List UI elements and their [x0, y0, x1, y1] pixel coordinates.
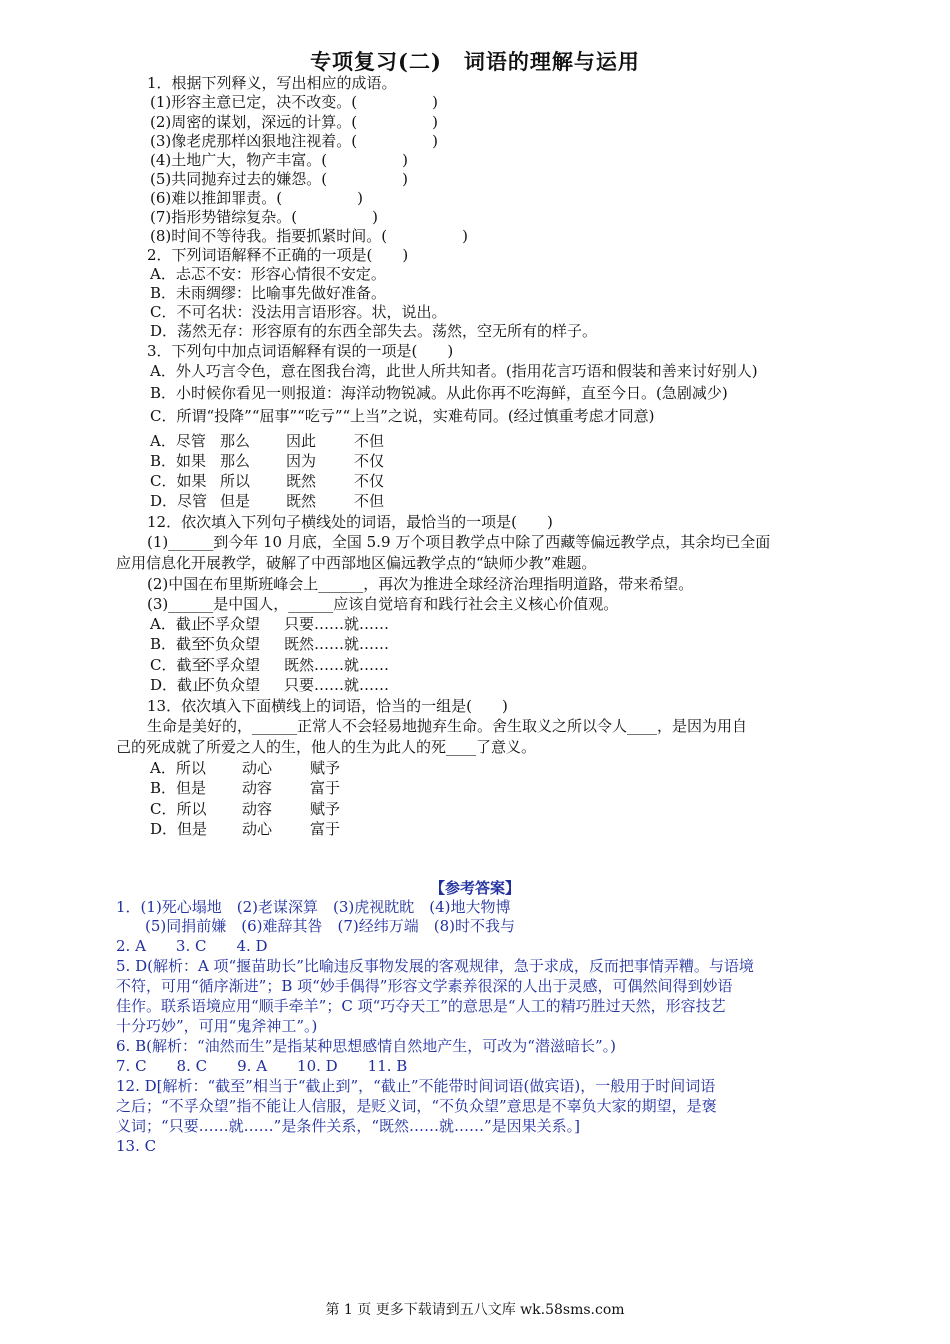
- q12-sentence: 应用信息化开展教学，破解了中西部地区偏远教学点的“缺师少教”难题。: [116, 554, 597, 572]
- q3-option: C．所谓“投降”“屈事”“吃亏”“上当”之说，实难苟同。(经过慎重考虑才同意): [150, 407, 655, 425]
- answer-line: 5. D(解析：A 项“揠苗助长”比喻违反事物发展的客观规律，急于求成，反而把事情弄糟。与语境: [116, 957, 754, 975]
- q11-option: D．尽管 但是 既然 不但: [150, 492, 385, 510]
- q12-option: B．截至不负众望 既然……就……: [150, 635, 390, 653]
- q12-sentence: (3)______是中国人，______应该自觉培育和践行社会主义核心价值观。: [147, 595, 619, 613]
- q2-option: A．忐忑不安：形容心情很不安定。: [150, 265, 386, 283]
- answer-line: 7. C 8. C 9. A 10. D 11. B: [116, 1057, 408, 1075]
- answer-line: 佳作。联系语境应用“顺手牵羊”；C 项“巧夺天工”的意思是“人工的精巧胜过天然，形容技艺: [116, 997, 726, 1015]
- q11-option: C．如果 所以 既然 不仅: [150, 472, 385, 490]
- answer-header: 【参考答案】: [429, 879, 520, 897]
- q1-item: (5)共同抛弃过去的嫌怨。( ): [150, 170, 408, 188]
- q3-option: B．小时候你看见一则报道：海洋动物锐减。从此你再不吃海鲜，直至今日。(急剧减少): [150, 384, 728, 402]
- q1-item: (1)形容主意已定，决不改变。( ): [150, 93, 438, 111]
- q12-option: A．截止不孚众望 只要……就……: [150, 615, 390, 633]
- answer-line: 1．(1)死心塌地 (2)老谋深算 (3)虎视眈眈 (4)地大物博: [116, 898, 511, 916]
- q1-item: (6)难以推卸罪责。( ): [150, 189, 363, 207]
- q2-option: D．荡然无存：形容原有的东西全部失去。荡然，空无所有的样子。: [150, 322, 598, 340]
- q2-stem: 2．下列词语解释不正确的一项是( ): [147, 246, 409, 264]
- answer-line: 2. A 3. C 4. D: [116, 937, 268, 955]
- q11-option: B．如果 那么 因为 不仅: [150, 452, 385, 470]
- q12-option: D．截止不负众望 只要……就……: [150, 676, 390, 694]
- q13-paragraph: 己的死成就了所爱之人的生，他人的生为此人的死____了意义。: [116, 738, 537, 756]
- q11-option: A．尽管 那么 因此 不但: [150, 432, 385, 450]
- answer-line: (5)同捐前嫌 (6)难辞其咎 (7)经纬万端 (8)时不我与: [145, 917, 515, 935]
- q1-item: (4)土地广大，物产丰富。( ): [150, 151, 408, 169]
- answer-line: 十分巧妙”，可用“鬼斧神工”。): [116, 1017, 318, 1035]
- answer-line: 13. C: [116, 1137, 157, 1155]
- q13-paragraph: 生命是美好的，______正常人不会轻易地抛弃生命。舍生取义之所以令人____，是因为用自: [147, 717, 748, 735]
- answer-line: 义词；“只要……就……”是条件关系，“既然……就……”是因果关系。]: [116, 1117, 581, 1135]
- page-title: 专项复习(二) 词语的理解与运用: [310, 49, 640, 74]
- answer-line: 6. B(解析：“油然而生”是指某种思想感情自然地产生，可改为“潜滋暗长”。): [116, 1037, 616, 1055]
- answer-line: 12. D[解析：“截至”相当于“截止到”，“截止”不能带时间词语(做宾语)，一般用于时间词语: [116, 1077, 716, 1095]
- q3-stem: 3．下列句中加点词语解释有误的一项是( ): [147, 342, 454, 360]
- q13-option: A．所以 动心 赋予: [150, 759, 341, 777]
- q12-stem: 12．依次填入下列句子横线处的词语，最恰当的一项是( ): [147, 513, 553, 531]
- q2-option: B．未雨绸缪：比喻事先做好准备。: [150, 284, 387, 302]
- q1-item: (3)像老虎那样凶狠地注视着。( ): [150, 132, 438, 150]
- q13-stem: 13．依次填入下面横线上的词语，恰当的一组是( ): [147, 697, 508, 715]
- q1-item: (2)周密的谋划，深远的计算。( ): [150, 113, 438, 131]
- q12-sentence: (1)______到今年 10 月底，全国 5.9 万个项目教学点中除了西藏等偏远教学点，其余均已全面: [147, 533, 771, 551]
- q13-option: D．但是 动心 富于: [150, 820, 341, 838]
- q13-option: C．所以 动容 赋予: [150, 800, 341, 818]
- answer-line: 不符，可用“循序渐进”；B 项“妙手偶得”形容文学素养很深的人出于灵感，可偶然间得到妙语: [116, 977, 733, 995]
- q1-stem: 1．根据下列释义，写出相应的成语。: [147, 74, 397, 92]
- q2-option: C．不可名状：没法用言语形容。状，说出。: [150, 303, 447, 321]
- answer-line: 之后；“不孚众望”指不能让人信服，是贬义词，“不负众望”意思是不辜负大家的期望，是褒: [116, 1097, 717, 1115]
- q3-option: A．外人巧言令色，意在图我台湾，此世人所共知者。(指用花言巧语和假装和善来讨好别人): [150, 362, 758, 380]
- q12-option: C．截至不孚众望 既然……就……: [150, 656, 390, 674]
- q13-option: B．但是 动容 富于: [150, 779, 341, 797]
- q1-item: (8)时间不等待我。指要抓紧时间。( ): [150, 227, 468, 245]
- q12-sentence: (2)中国在布里斯班峰会上______，再次为推进全球经济治理指明道路，带来希望。: [147, 575, 694, 593]
- page-footer: 第 1 页 更多下载请到五八文库 wk.58sms.com: [325, 1302, 625, 1318]
- q1-item: (7)指形势错综复杂。( ): [150, 208, 378, 226]
